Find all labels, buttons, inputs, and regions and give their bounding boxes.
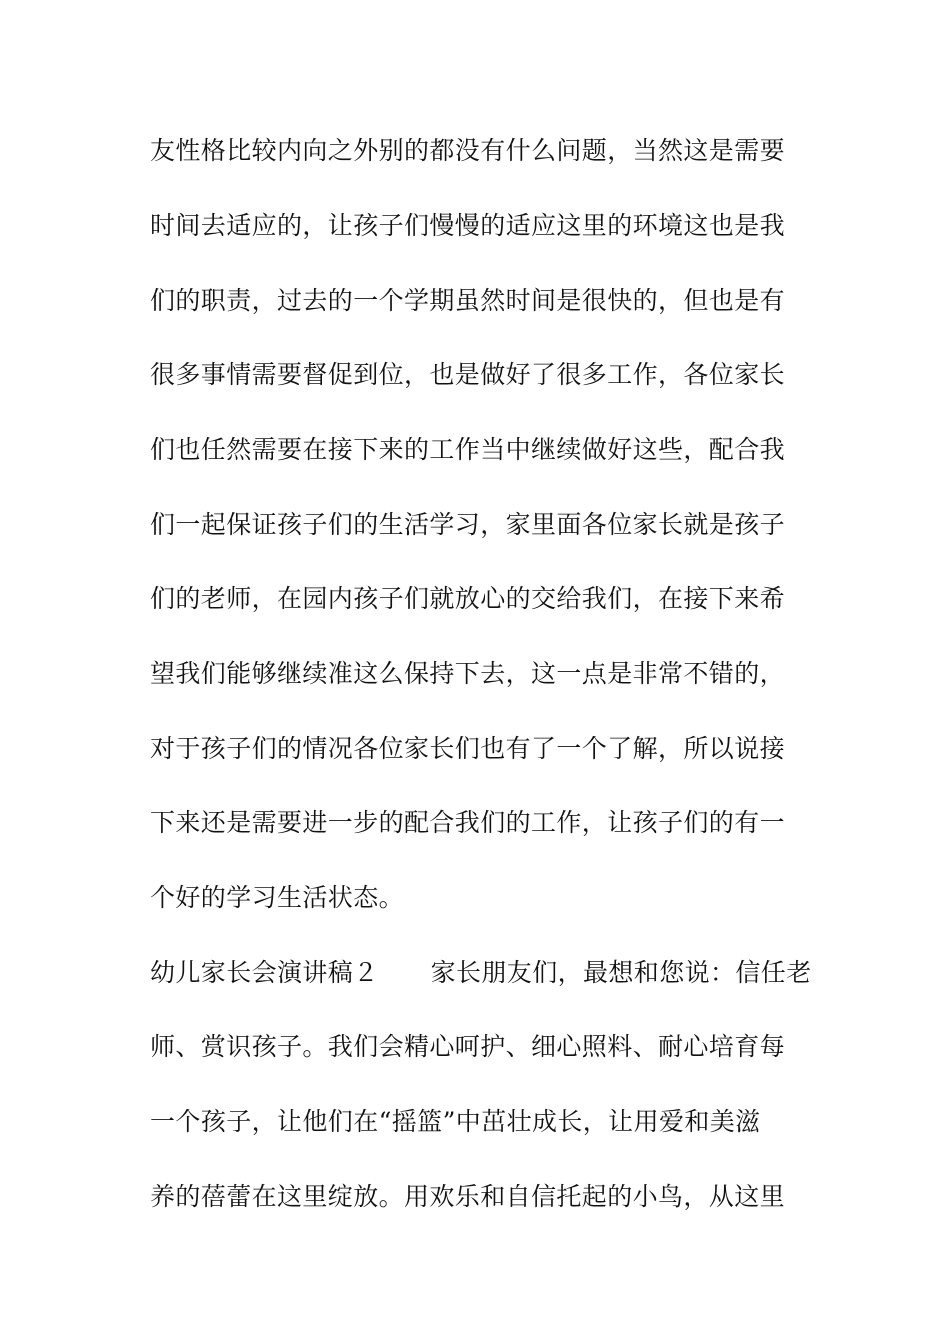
paragraph-line: 养的蓓蕾在这里绽放。用欢乐和自信托起的小鸟，从这里 <box>150 1182 786 1211</box>
section-first-line: 家长朋友们，最想和您说：信任老 <box>430 958 812 987</box>
paragraph-line: 望我们能够继续准这么保持下去，这一点是非常不错的， <box>150 659 786 688</box>
paragraph-line: 师、赏识孩子。我们会精心呵护、细心照料、耐心培育每 <box>150 1032 786 1061</box>
paragraph-line: 们一起保证孩子们的生活学习，家里面各位家长就是孩子 <box>150 510 786 539</box>
section-heading: 幼儿家长会演讲稿２ <box>150 958 379 987</box>
paragraph-line: 很多事情需要督促到位，也是做好了很多工作，各位家长 <box>150 360 786 389</box>
paragraph-line: 个好的学习生活状态。 <box>150 883 405 912</box>
paragraph-line: 对于孩子们的情况各位家长们也有了一个了解，所以说接 <box>150 734 786 763</box>
paragraph-line: 友性格比较内向之外别的都没有什么问题，当然这是需要 <box>150 136 786 165</box>
paragraph-line: 时间去适应的，让孩子们慢慢的适应这里的环境这也是我 <box>150 211 786 240</box>
paragraph-line: 们也任然需要在接下来的工作当中继续做好这些，配合我 <box>150 435 786 464</box>
paragraph-line: 们的老师，在园内孩子们就放心的交给我们，在接下来希 <box>150 584 786 613</box>
paragraph-line: 下来还是需要进一步的配合我们的工作，让孩子们的有一 <box>150 808 786 837</box>
section-heading-line <box>150 958 812 988</box>
paragraph-line: 们的职责，过去的一个学期虽然时间是很快的，但也是有 <box>150 286 786 315</box>
paragraph-line: 一个孩子，让他们在“摇篮”中茁壮成长，让用爱和美滋 <box>150 1107 761 1136</box>
